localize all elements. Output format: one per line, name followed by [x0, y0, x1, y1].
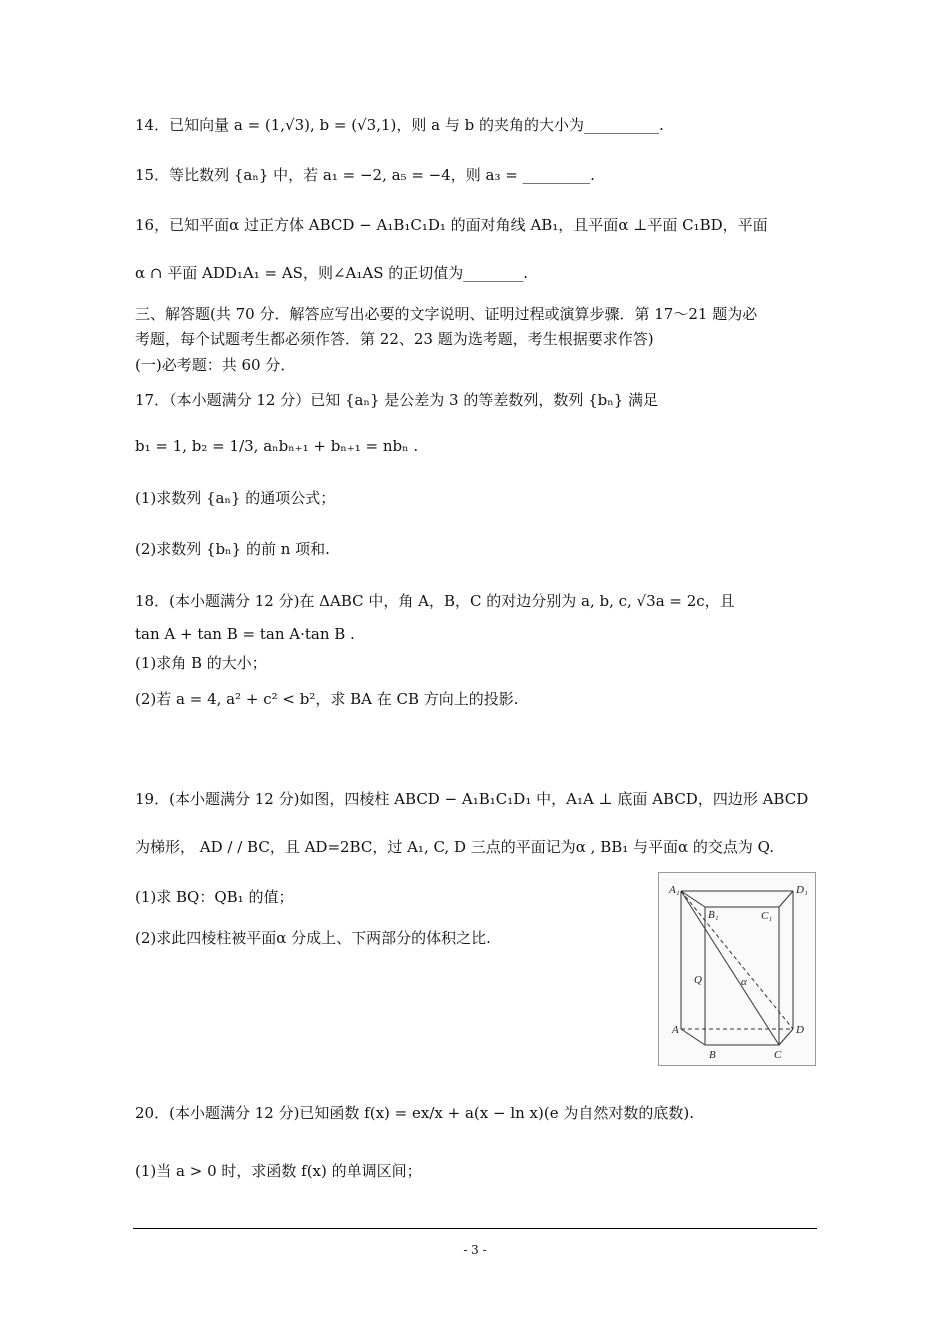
problem-16-line1: 16，已知平面α 过正方体 ABCD − A₁B₁C₁D₁ 的面对角线 AB₁，且平面α ⊥平面 C₁BD，平面	[135, 216, 768, 234]
label-d: D	[796, 1024, 804, 1036]
problem-18-line2: tan A + tan B = tan A·tan B .	[135, 625, 355, 643]
label-alpha: α	[741, 976, 747, 988]
problem-18-question2: (2)若 a = 4, a² + c² < b²，求 BA 在 CB 方向上的投影.	[135, 690, 519, 708]
problem-17-line1: 17．（本小题满分 12 分）已知 {aₙ} 是公差为 3 的等差数列，数列 {bₙ} 满足	[135, 391, 659, 409]
problem-19-question1: (1)求 BQ：QB₁ 的值；	[135, 888, 294, 906]
label-c: C	[774, 1049, 782, 1061]
problem-17-question1: (1)求数列 {aₙ} 的通项公式；	[135, 489, 336, 507]
label-d1: D₁	[796, 884, 808, 896]
label-q: Q	[694, 974, 702, 986]
label-a1: A₁	[669, 884, 680, 896]
problem-20-question1: (1)当 a > 0 时，求函数 f(x) 的单调区间；	[135, 1162, 422, 1180]
problem-17-line2: b₁ = 1, b₂ = 1/3, aₙbₙ₊₁ + bₙ₊₁ = nbₙ .	[135, 437, 419, 455]
problem-19-line2: 为梯形， AD / / BC，且 AD=2BC，过 A₁, C, D 三点的平面记为α , BB₁ 与平面α 的交点为 Q.	[135, 838, 775, 856]
label-a: A	[672, 1024, 679, 1036]
problem-15: 15．等比数列 {aₙ} 中，若 a₁ = −2, a₅ = −4，则 a₃ = _________.	[135, 166, 595, 184]
label-b1: B₁	[708, 909, 719, 921]
page-number: - 3 -	[463, 1243, 487, 1257]
problem-18-line1: 18．(本小题满分 12 分)在 ΔABC 中，角 A，B，C 的对边分别为 a, b, c, √3a = 2c，且	[135, 592, 735, 610]
problem-20-line1: 20．(本小题满分 12 分)已知函数 f(x) = ex/x + a(x − ln x)(e 为自然对数的底数).	[135, 1104, 694, 1122]
problem-14: 14．已知向量 a = (1,√3), b = (√3,1)，则 a 与 b 的夹角的大小为__________.	[135, 116, 664, 134]
problem-19-question2: (2)求此四棱柱被平面α 分成上、下两部分的体积之比.	[135, 929, 491, 947]
problem-18-question1: (1)求角 B 的大小；	[135, 654, 267, 672]
problem-17-question2: (2)求数列 {bₙ} 的前 n 项和.	[135, 540, 330, 558]
label-b: B	[709, 1049, 716, 1061]
prism-diagram	[659, 873, 815, 1065]
section-3-line2: 考题，每个试题考生都必须作答．第 22、23 题为选考题，考生根据要求作答)	[135, 330, 654, 348]
problem-19-line1: 19．(本小题满分 12 分)如图，四棱柱 ABCD − A₁B₁C₁D₁ 中，A₁A ⊥ 底面 ABCD，四边形 ABCD	[135, 790, 809, 808]
footer-rule	[133, 1228, 817, 1229]
problem-16-line2: α ∩ 平面 ADD₁A₁ = AS，则∠A₁AS 的正切值为________.	[135, 264, 529, 282]
prism-figure	[658, 872, 816, 1066]
label-c1: C₁	[761, 910, 773, 922]
section-3-line3: (一)必考题：共 60 分．	[135, 356, 296, 374]
section-3-line1: 三、解答题(共 70 分．解答应写出必要的文字说明、证明过程或演算步骤．第 17～21 题为必	[135, 305, 758, 323]
